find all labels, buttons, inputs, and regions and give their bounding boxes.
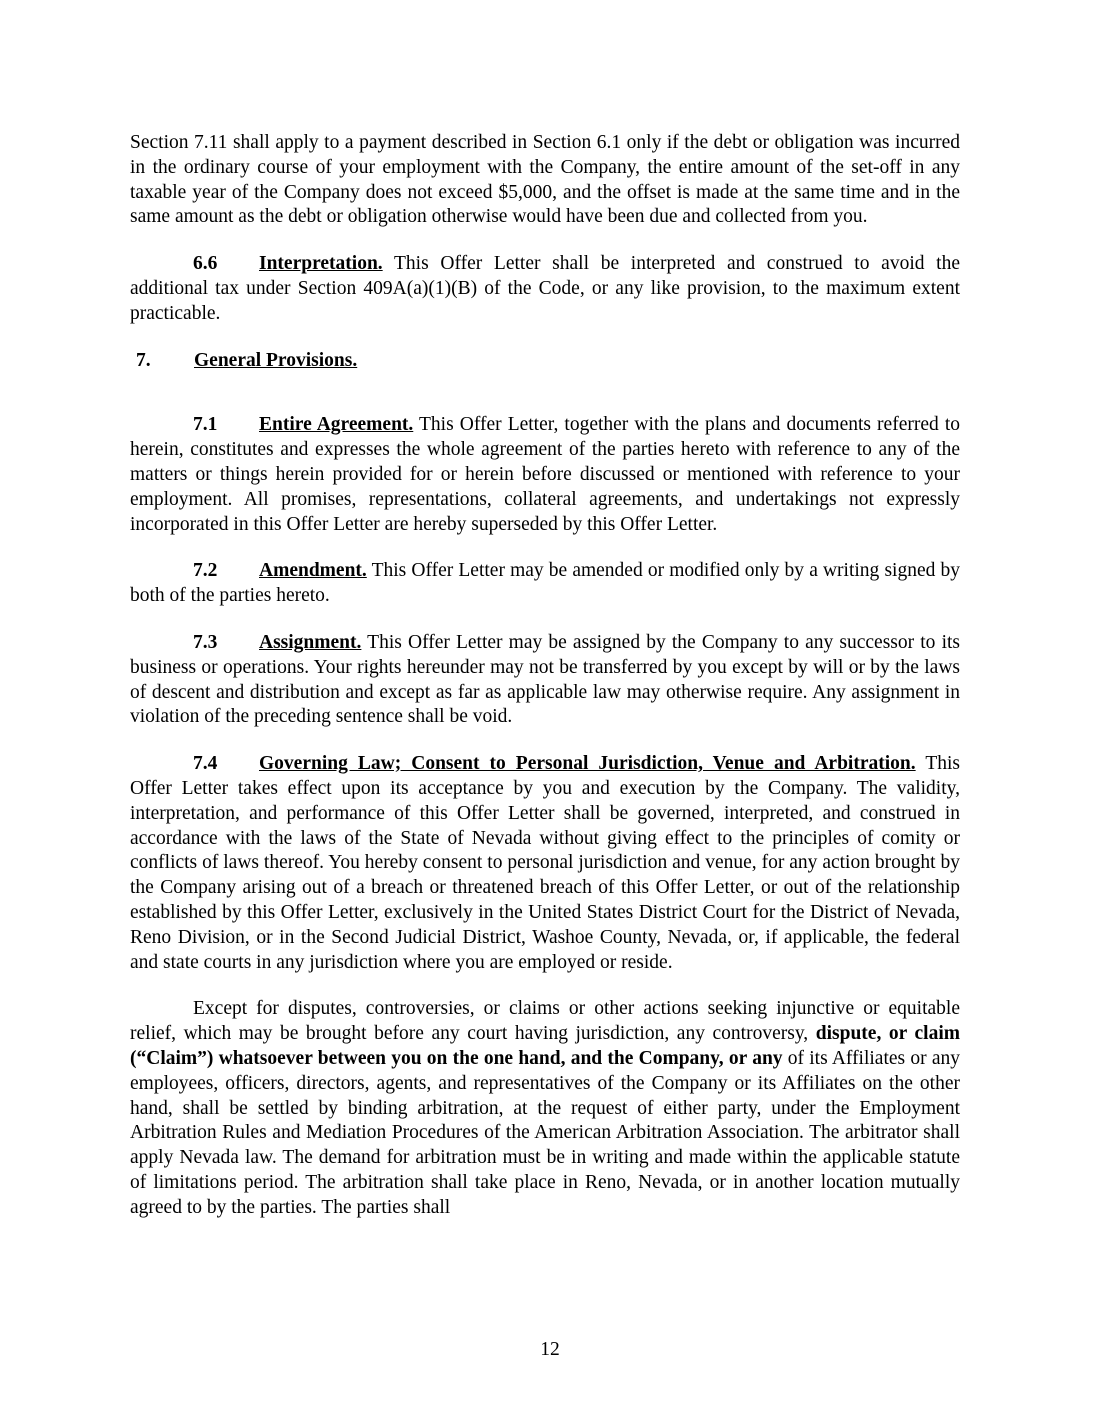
section-number: 7.3 [193,631,218,653]
section-6-6 [130,252,960,326]
document-body [130,131,960,1242]
section-number: 7. [136,349,151,371]
section-heading: Interpretation. [259,253,383,275]
section-text: This Offer Letter shall be interpreted and construed to avoid the additional tax under Section 409A(a)(1)(B) of the Code, or any like provision, to the maximum extent practicable. [130,253,960,324]
section-number: 6.6 [193,253,218,275]
section-7-3 [130,631,960,730]
section-text: This Offer Letter takes effect upon its acceptance by you and execution by the Company. The validity, interpretation, and performance of this Offer Letter shall be governed, interpreted, and construed in accordance with the laws of the State of Nevada without giving effect to the principles of comity or conflicts of laws thereof. You hereby consent to personal jurisdiction and venue, for any action brought by the Company arising out of a breach or threatened breach of this Offer Letter, or out of the relationship established by this Offer Letter, exclusively in the United States District Court for the District of Nevada, Reno Division, or in the Second Judicial District, Washoe County, Nevada, or, if applicable, the federal and state courts in any jurisdiction where you are employed or reside. [130,753,960,973]
section-text: This Offer Letter may be assigned by the Company to any successor to its business or operations. Your rights hereunder may not be transferred by you except by will or by the laws of descent and distribution and except as far as applicable law may otherwise require. Any assignment in violation of the preceding sentence shall be void. [130,631,960,728]
section-7-1 [130,413,960,537]
section-7-4 [130,752,960,975]
paragraph-setoff: Section 7.11 shall apply to a payment described in Section 6.1 only if the debt or obligation was incurred in the ordinary course of your employment with the Company, the entire amount of the set-off in any taxable year of the Company does not exceed $5,000, and the offset is made at the same time and in the same amount as the debt or obligation otherwise would have been due and collected from you. [130,132,960,228]
arbitration-text-1: Except for disputes, controversies, or claims or other actions seeking injunctive or equitable relief, which may be brought before any court having jurisdiction, any controversy, [130,998,960,1045]
section-title: General Provisions. [194,349,358,371]
section-number: 7.1 [193,414,218,436]
arbitration-text-bold: dispute, or claim (“Claim”) whatsoever between you on the one hand, and the Company, or any [130,1023,960,1069]
page-number: 12 [540,1339,560,1360]
paragraph-arbitration [130,997,960,1220]
section-heading: Amendment. [259,560,367,582]
section-text: This Offer Letter, together with the plans and documents referred to herein, constitutes and expresses the whole agreement of the parties hereto with reference to any of the matters or things herein provided for or herein before discussed or mentioned with reference to your employment. All promises, representations, collateral agreements, and undertakings not expressly incorporated in this Offer Letter are hereby superseded by this Offer Letter. [130,414,960,535]
section-number: 7.4 [193,753,218,775]
section-text: This Offer Letter may be amended or modified only by a writing signed by both of the parties hereto. [130,560,960,607]
section-heading: Entire Agreement. [259,414,414,436]
arbitration-text-2: of its Affiliates or any employees, officers, directors, agents, and representatives of the Company or its Affiliates on the other hand, shall be settled by binding arbitration, at the request of either party, under the Employment Arbitration Rules and Mediation Procedures of the American Arbitration Association. The arbitrator shall apply Nevada law. The demand for arbitration must be in writing and made within the applicable statute of limitations period. The arbitration shall take place in Reno, Nevada, or in another location mutually agreed to by the parties. The parties shall [130,1047,960,1218]
section-number: 7.2 [193,560,218,582]
section-heading: Governing Law; Consent to Personal Jurisdiction, Venue and Arbitration. [259,753,916,775]
section-7-heading [130,349,960,374]
section-7-2 [130,559,960,609]
section-heading: Assignment. [259,631,362,653]
